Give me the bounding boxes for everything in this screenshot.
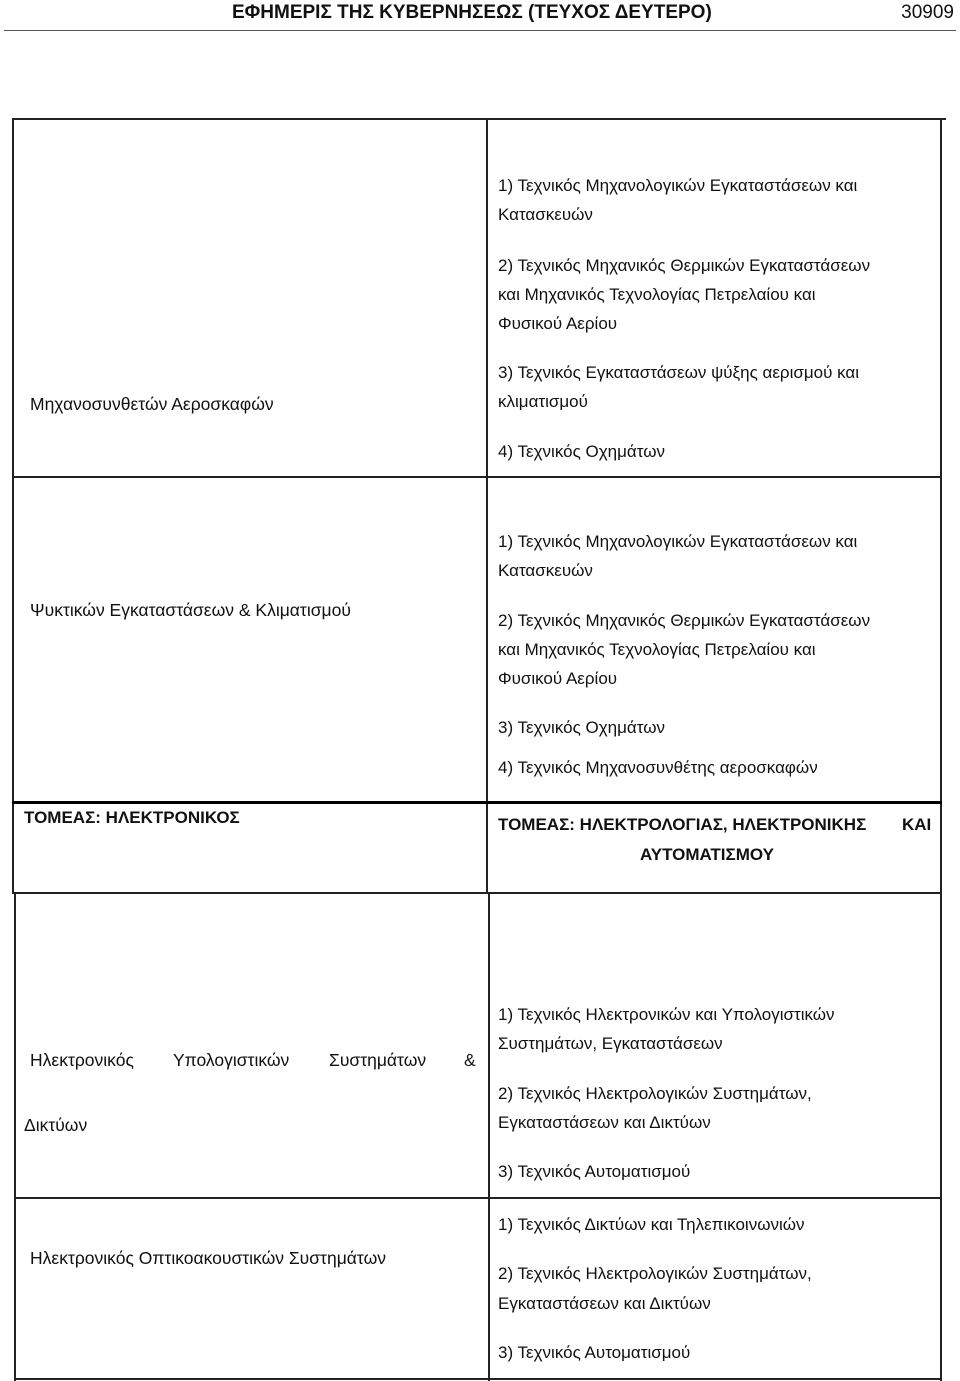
degree-line: Κατασκευών [498, 205, 593, 224]
degree-line: 3) Τεχνικός Εγκαταστάσεων ψύξης αερισμού και [498, 363, 860, 382]
degree-line: 3) Τεχνικός Οχημάτων [498, 718, 665, 737]
degree-line: Συστημάτων, Εγκαταστάσεων [498, 1034, 723, 1053]
sector-right-heading: ΤΟΜΕΑΣ: ΗΛΕΚΤΡΟΛΟΓΙΑΣ, ΗΛΕΚΤΡΟΝΙΚΗΣ [498, 815, 867, 834]
page-number: 30909 [901, 2, 954, 23]
degree-line: Φυσικού Αερίου [498, 314, 618, 333]
degree-line: και Μηχανικός Τεχνολογίας Πετρελαίου και [498, 640, 816, 659]
degree-line: 2) Τεχνικός Μηχανικός Θερμικών Εγκαταστάσεων [498, 611, 871, 630]
degree-line: 1) Τεχνικός Ηλεκτρονικών και Υπολογιστικών [498, 1005, 835, 1024]
header-rule [4, 30, 956, 31]
gazette-title: ΕΦΗΜΕΡΙΣ ΤΗΣ ΚΥΒΕΡΝΗΣΕΩΣ (ΤΕΥΧΟΣ ΔΕΥΤΕΡΟ) [232, 2, 712, 23]
degree-line: 2) Τεχνικός Ηλεκτρολογικών Συστημάτων, [498, 1264, 812, 1283]
degree-line: Εγκαταστάσεων και Δικτύων [498, 1113, 711, 1132]
degree-line: 3) Τεχνικός Αυτοματισμού [498, 1343, 691, 1362]
specialty-word: Ηλεκτρονικός [30, 1050, 134, 1070]
degree-line: Εγκαταστάσεων και Δικτύων [498, 1294, 711, 1313]
degree-line: Φυσικού Αερίου [498, 669, 618, 688]
degree-line: 1) Τεχνικός Μηχανολογικών Εγκαταστάσεων και [498, 176, 858, 195]
specialty-word: & [464, 1050, 476, 1070]
degree-line: 1) Τεχνικός Μηχανολογικών Εγκαταστάσεων και [498, 532, 858, 551]
specialty-cell: Ηλεκτρονικός Οπτικοακουστικών Συστημάτων [30, 1248, 386, 1268]
degree-line: 1) Τεχνικός Δικτύων και Τηλεπικοινωνιών [498, 1215, 805, 1234]
degree-line: 4) Τεχνικός Μηχανοσυνθέτης αεροσκαφών [498, 758, 818, 777]
specialty-word: Υπολογιστικών [173, 1050, 290, 1070]
degree-line: 3) Τεχνικός Αυτοματισμού [498, 1162, 691, 1181]
degree-line: 2) Τεχνικός Ηλεκτρολογικών Συστημάτων, [498, 1084, 812, 1103]
sector-right-heading-line2: ΑΥΤΟΜΑΤΙΣΜΟΥ [640, 845, 774, 864]
degree-line: 4) Τεχνικός Οχημάτων [498, 442, 665, 461]
specialty-word: Συστημάτων [329, 1050, 427, 1070]
degree-line: 2) Τεχνικός Μηχανικός Θερμικών Εγκαταστάσεων [498, 256, 871, 275]
degree-line: κλιματισμού [498, 392, 588, 411]
degree-line: Κατασκευών [498, 561, 593, 580]
specialty-cell: Ψυκτικών Εγκαταστάσεων & Κλιματισμού [30, 600, 351, 620]
specialty-cell: Μηχανοσυνθετών Αεροσκαφών [30, 394, 274, 414]
degree-line: και Μηχανικός Τεχνολογίας Πετρελαίου και [498, 285, 816, 304]
sector-left-heading: ΤΟΜΕΑΣ: ΗΛΕΚΤΡΟΝΙΚΟΣ [24, 808, 240, 827]
specialty-word: Δικτύων [24, 1115, 88, 1135]
sector-right-heading-and: ΚΑΙ [902, 815, 932, 834]
